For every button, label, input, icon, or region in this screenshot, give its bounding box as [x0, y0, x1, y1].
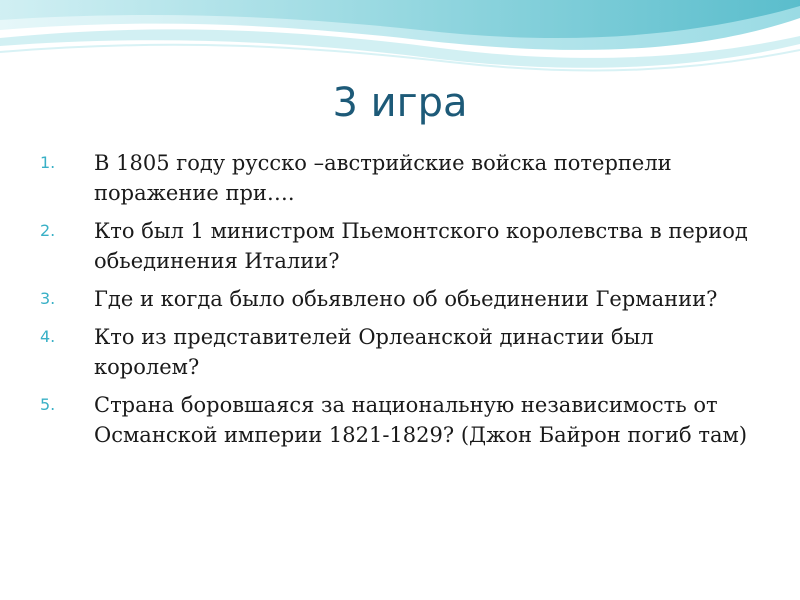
- list-item: [40, 284, 760, 314]
- wave-decoration: [0, 0, 800, 80]
- list-item: [40, 148, 760, 208]
- list-item: [40, 390, 760, 450]
- list-text: Кто был 1 министром Пьемонтского королевства в период обьединения Италии?: [94, 219, 748, 273]
- list-text: В 1805 году русско –австрийские войска потерпели поражение при….: [94, 151, 672, 205]
- list-number: 5.: [40, 395, 56, 414]
- list-text: Где и когда было обьявлено об обьединении Германии?: [94, 287, 718, 311]
- list-number: 1.: [40, 153, 56, 172]
- list-number: 2.: [40, 221, 56, 240]
- list-number: 4.: [40, 327, 56, 346]
- list-number: 3.: [40, 289, 56, 308]
- list-text: Кто из представителей Орлеанской династии был королем?: [94, 325, 654, 379]
- question-list: [40, 148, 760, 458]
- list-item: [40, 216, 760, 276]
- slide-title: 3 игра: [332, 80, 468, 126]
- list-text: Страна боровшаяся за национальную независимость от Османской империи 1821-1829? (Джон Байрон погиб там): [94, 393, 748, 447]
- list-item: [40, 322, 760, 382]
